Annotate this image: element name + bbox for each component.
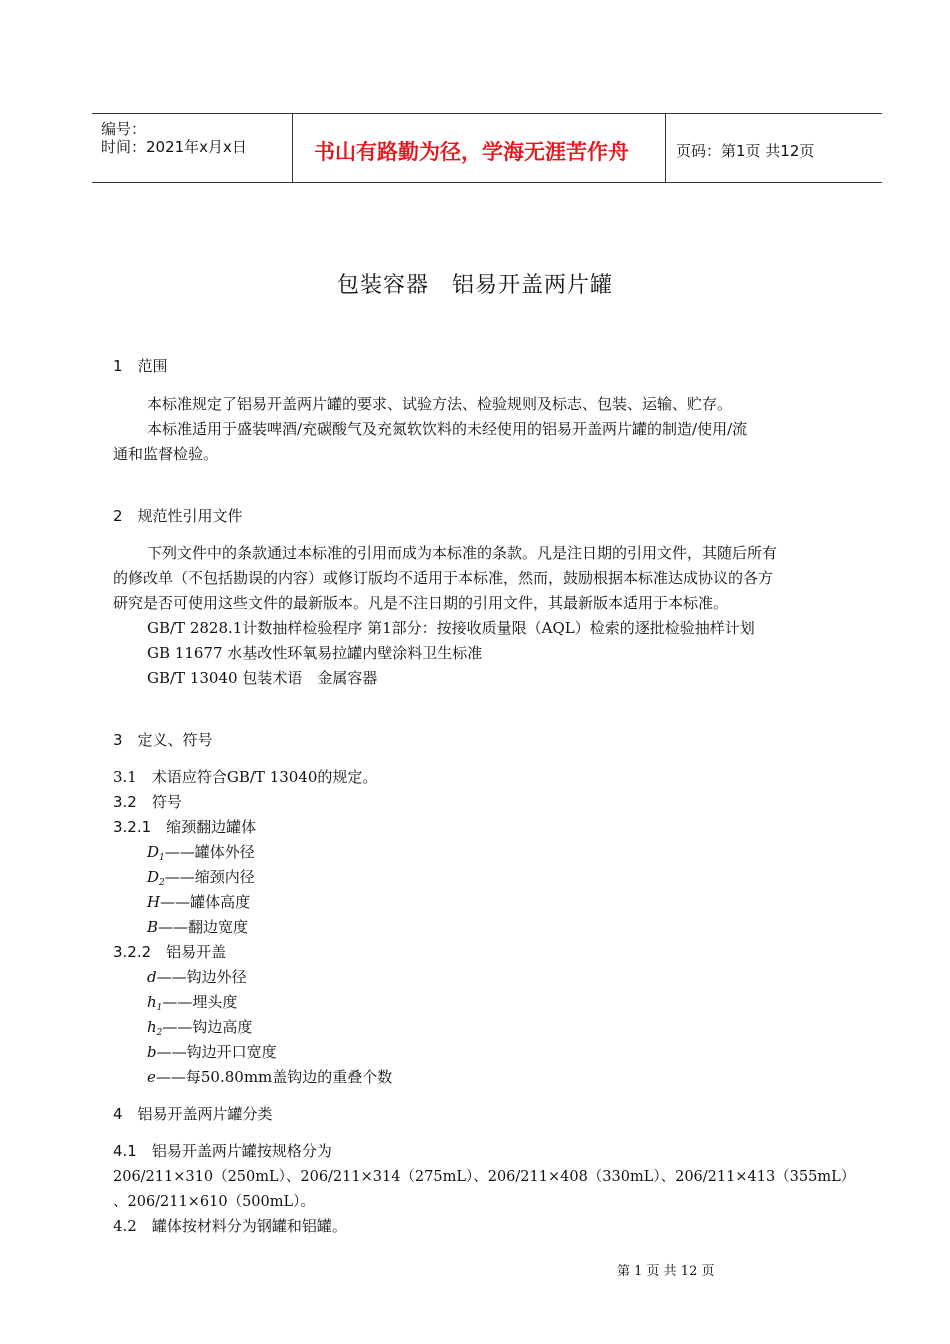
section-2-heading: 2 规范性引用文件 [113, 507, 243, 525]
clause-4-1: 4.1 铝易开盖两片罐按规格分为 [113, 1142, 332, 1160]
section-3-heading: 3 定义、符号 [113, 731, 213, 749]
symbol-item: $D_2——$缩颈内径 [147, 868, 255, 888]
header-page-label: 页码：第1页 共12页 [676, 142, 815, 160]
section-4-heading: 4 铝易开盖两片罐分类 [113, 1105, 273, 1123]
header-motto: 书山有路勤为径，学海无涯苦作舟 [314, 140, 629, 164]
symbol-item: b——钩边开口宽度 [147, 1043, 277, 1061]
reference-item: GB/T 13040 包装术语 金属容器 [147, 669, 378, 687]
reference-item: GB/T 2828.1计数抽样检验程序 第1部分：按接收质量限（AQL）检索的逐批检验抽样计划 [147, 619, 755, 637]
paragraph: 下列文件中的条款通过本标准的引用而成为本标准的条款。凡是注日期的引用文件，其随后所有 [147, 544, 778, 562]
clause-3-2-2: 3.2.2 铝易开盖 [113, 943, 227, 961]
document-header [92, 113, 882, 183]
symbol-item: $D_1——$罐体外径 [147, 843, 255, 863]
paragraph: 本标准规定了铝易开盖两片罐的要求、试验方法、检验规则及标志、包装、运输、贮存。 [147, 395, 733, 413]
symbol-item: H——罐体高度 [147, 893, 251, 911]
clause-3-2: 3.2 符号 [113, 793, 182, 811]
symbol-item: e——每50.80mm盖钩边的重叠个数 [147, 1068, 393, 1086]
header-code-label: 编号： [101, 120, 147, 138]
page-footer: 第 1 页 共 12 页 [617, 1264, 715, 1279]
symbol-item: $h_1——$埋头度 [147, 993, 238, 1013]
paragraph: 本标准适用于盛装啤酒/充碳酸气及充氮软饮料的未经使用的铝易开盖两片罐的制造/使用/流 [147, 420, 748, 438]
symbol-item: $h_2——$钩边高度 [147, 1018, 253, 1038]
clause-3-1: 3.1 术语应符合GB/T 13040的规定。 [113, 768, 378, 786]
document-title: 包装容器 铝易开盖两片罐 [336, 273, 613, 298]
paragraph: 研究是否可使用这些文件的最新版本。凡是不注日期的引用文件，其最新版本适用于本标准。 [113, 594, 729, 612]
header-divider [665, 114, 666, 182]
spec-list: 206/211×310（250mL）、206/211×314（275mL）、206/211×408（330mL）、206/211×413（355mL） [113, 1169, 856, 1185]
spec-list: 、206/211×610（500mL）。 [113, 1194, 315, 1210]
paragraph: 的修改单（不包括勘误的内容）或修订版均不适用于本标准，然而，鼓励根据本标准达成协议的各方 [113, 569, 774, 587]
clause-3-2-1: 3.2.1 缩颈翻边罐体 [113, 818, 257, 836]
header-time-label: 时间：2021年x月x日 [101, 138, 247, 156]
symbol-item: d——钩边外径 [147, 968, 247, 986]
symbol-item: B——翻边宽度 [147, 918, 249, 936]
section-1-heading: 1 范围 [113, 357, 168, 375]
header-divider [292, 114, 293, 182]
clause-4-2: 4.2 罐体按材料分为钢罐和铝罐。 [113, 1217, 347, 1235]
reference-item: GB 11677 水基改性环氧易拉罐内壁涂料卫生标准 [147, 644, 483, 662]
paragraph: 通和监督检验。 [113, 445, 219, 463]
